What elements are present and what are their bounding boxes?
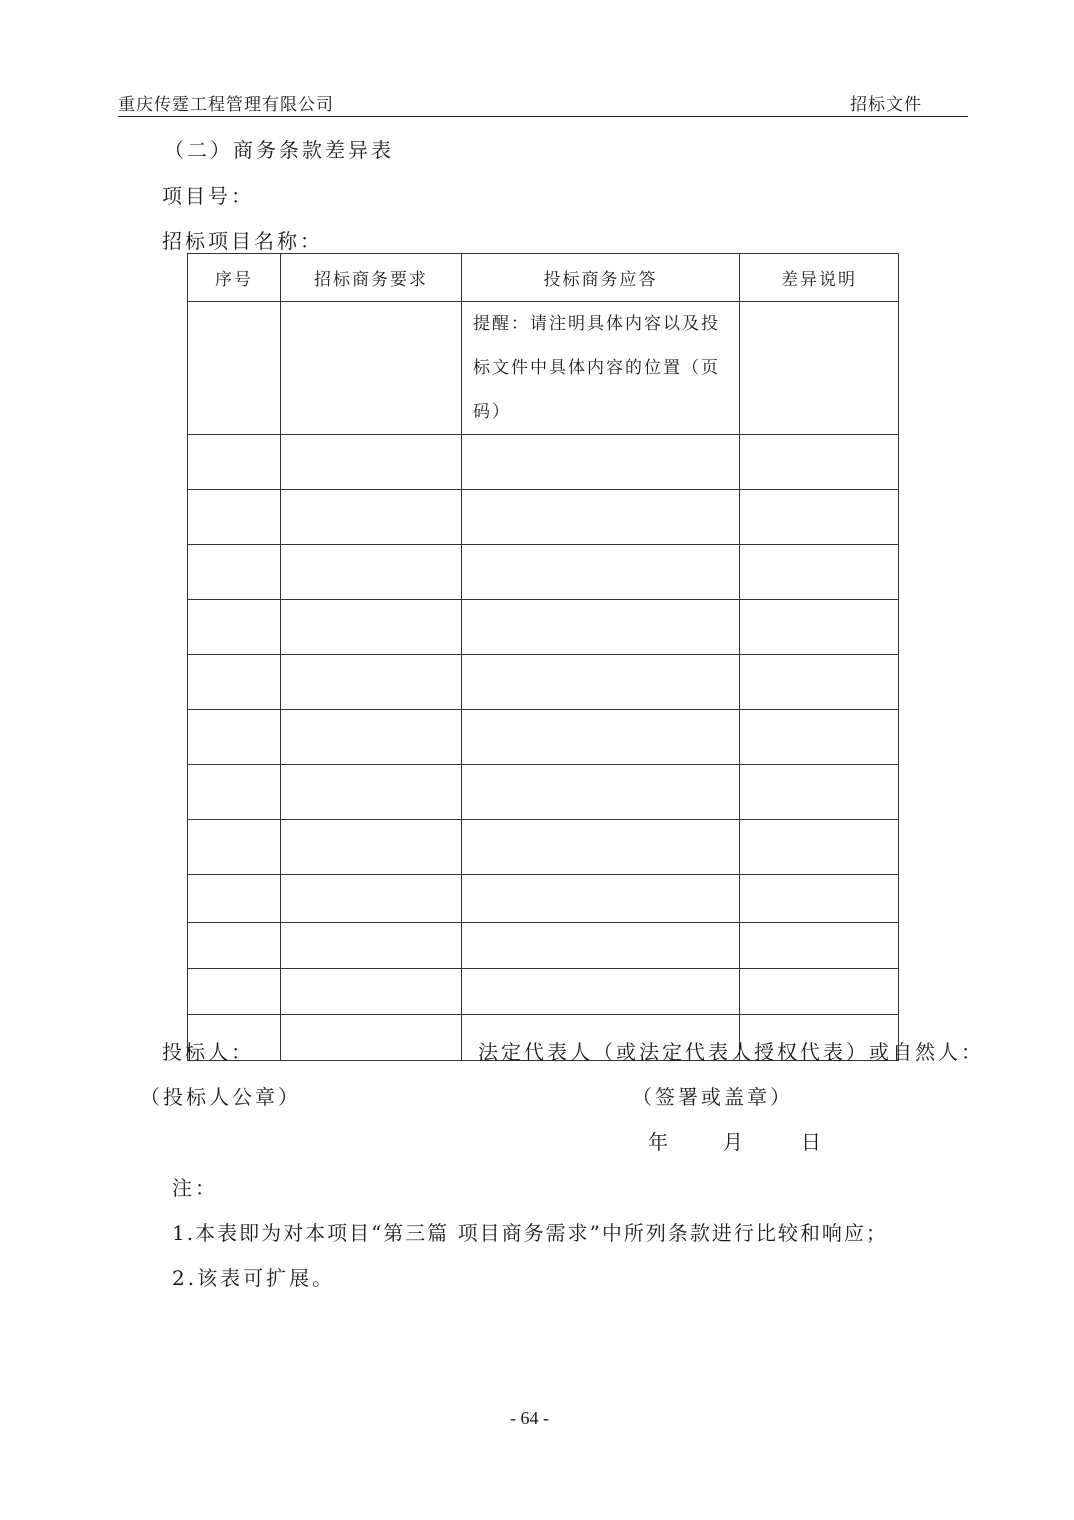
table-cell[interactable]	[188, 875, 281, 923]
legal-representative-label: 法定代表人（或法定代表人授权代表）或自然人：	[478, 1040, 984, 1064]
bidder-label: 投标人：	[162, 1040, 254, 1064]
table-cell[interactable]	[462, 600, 740, 655]
table-row	[188, 545, 899, 600]
table-cell[interactable]	[188, 820, 281, 875]
table-cell[interactable]	[462, 923, 740, 969]
table-cell[interactable]	[188, 765, 281, 820]
table-cell[interactable]	[281, 302, 462, 435]
table-cell[interactable]	[281, 923, 462, 969]
table-cell[interactable]	[462, 765, 740, 820]
date-day-label: 日	[801, 1130, 824, 1154]
table-cell[interactable]	[462, 490, 740, 545]
table-row	[188, 923, 899, 969]
header-divider	[118, 116, 968, 117]
table-row	[188, 875, 899, 923]
table-cell[interactable]	[740, 490, 899, 545]
notes-title: 注：	[172, 1176, 218, 1200]
table-cell[interactable]	[740, 875, 899, 923]
table-cell[interactable]	[188, 545, 281, 600]
table-header-row	[188, 254, 899, 302]
table-row	[188, 655, 899, 710]
date-month-label: 月	[723, 1130, 746, 1154]
table-cell[interactable]	[462, 875, 740, 923]
table-cell[interactable]	[740, 710, 899, 765]
table-cell[interactable]	[281, 490, 462, 545]
table-cell[interactable]	[281, 765, 462, 820]
sign-or-seal-label: （签署或盖章）	[632, 1085, 793, 1109]
table-row	[188, 302, 899, 435]
note-item-2: 2.该表可扩展。	[172, 1266, 336, 1290]
table-cell[interactable]	[188, 969, 281, 1015]
table-cell[interactable]	[281, 655, 462, 710]
table-cell[interactable]	[462, 969, 740, 1015]
bidder-seal-label: （投标人公章）	[140, 1085, 301, 1109]
table-cell[interactable]	[188, 302, 281, 435]
table-cell[interactable]	[740, 923, 899, 969]
table-cell[interactable]	[281, 875, 462, 923]
table-cell[interactable]	[740, 655, 899, 710]
table-cell[interactable]	[740, 600, 899, 655]
page-number: - 64 -	[510, 1408, 549, 1428]
col-header-bid-response: 投标商务应答	[462, 254, 740, 302]
table-cell[interactable]	[188, 655, 281, 710]
table-cell[interactable]	[462, 655, 740, 710]
table-cell[interactable]	[462, 545, 740, 600]
col-header-difference-note: 差异说明	[740, 254, 899, 302]
reminder-cell[interactable]: 提醒：请注明具体内容以及投标文件中具体内容的位置（页码）	[462, 302, 740, 435]
date-year-label: 年	[648, 1130, 671, 1154]
table-row	[188, 820, 899, 875]
table-cell[interactable]	[281, 820, 462, 875]
header-company: 重庆传霆工程管理有限公司	[118, 95, 334, 115]
col-header-tender-requirement: 招标商务要求	[281, 254, 462, 302]
table-cell[interactable]	[281, 969, 462, 1015]
table-cell[interactable]	[281, 435, 462, 490]
table-row	[188, 765, 899, 820]
table-cell[interactable]	[740, 302, 899, 435]
table-row	[188, 710, 899, 765]
project-no-label: 项目号：	[162, 184, 254, 208]
table-cell[interactable]	[740, 435, 899, 490]
table-cell[interactable]	[740, 765, 899, 820]
table-cell[interactable]	[740, 545, 899, 600]
table-cell[interactable]	[281, 600, 462, 655]
table-cell[interactable]	[740, 820, 899, 875]
table-cell[interactable]	[188, 923, 281, 969]
table-row	[188, 490, 899, 545]
table-cell[interactable]	[462, 820, 740, 875]
header-doc-type: 招标文件	[850, 95, 922, 115]
table-cell[interactable]	[462, 435, 740, 490]
table-row	[188, 435, 899, 490]
table-row	[188, 969, 899, 1015]
section-title: （二）商务条款差异表	[164, 138, 394, 162]
col-header-index: 序号	[188, 254, 281, 302]
note-item-1: 1.本表即为对本项目“第三篇 项目商务需求”中所列条款进行比较和响应；	[172, 1221, 888, 1245]
table-cell[interactable]	[740, 969, 899, 1015]
table-cell[interactable]	[188, 710, 281, 765]
table-cell[interactable]	[188, 435, 281, 490]
table-row	[188, 600, 899, 655]
business-terms-difference-table	[187, 253, 899, 1061]
table-cell[interactable]	[281, 1015, 462, 1061]
table-cell[interactable]	[281, 710, 462, 765]
table-cell[interactable]	[462, 710, 740, 765]
table-cell[interactable]	[188, 490, 281, 545]
project-name-label: 招标项目名称：	[162, 229, 323, 253]
table-cell[interactable]	[188, 600, 281, 655]
table-cell[interactable]	[281, 545, 462, 600]
